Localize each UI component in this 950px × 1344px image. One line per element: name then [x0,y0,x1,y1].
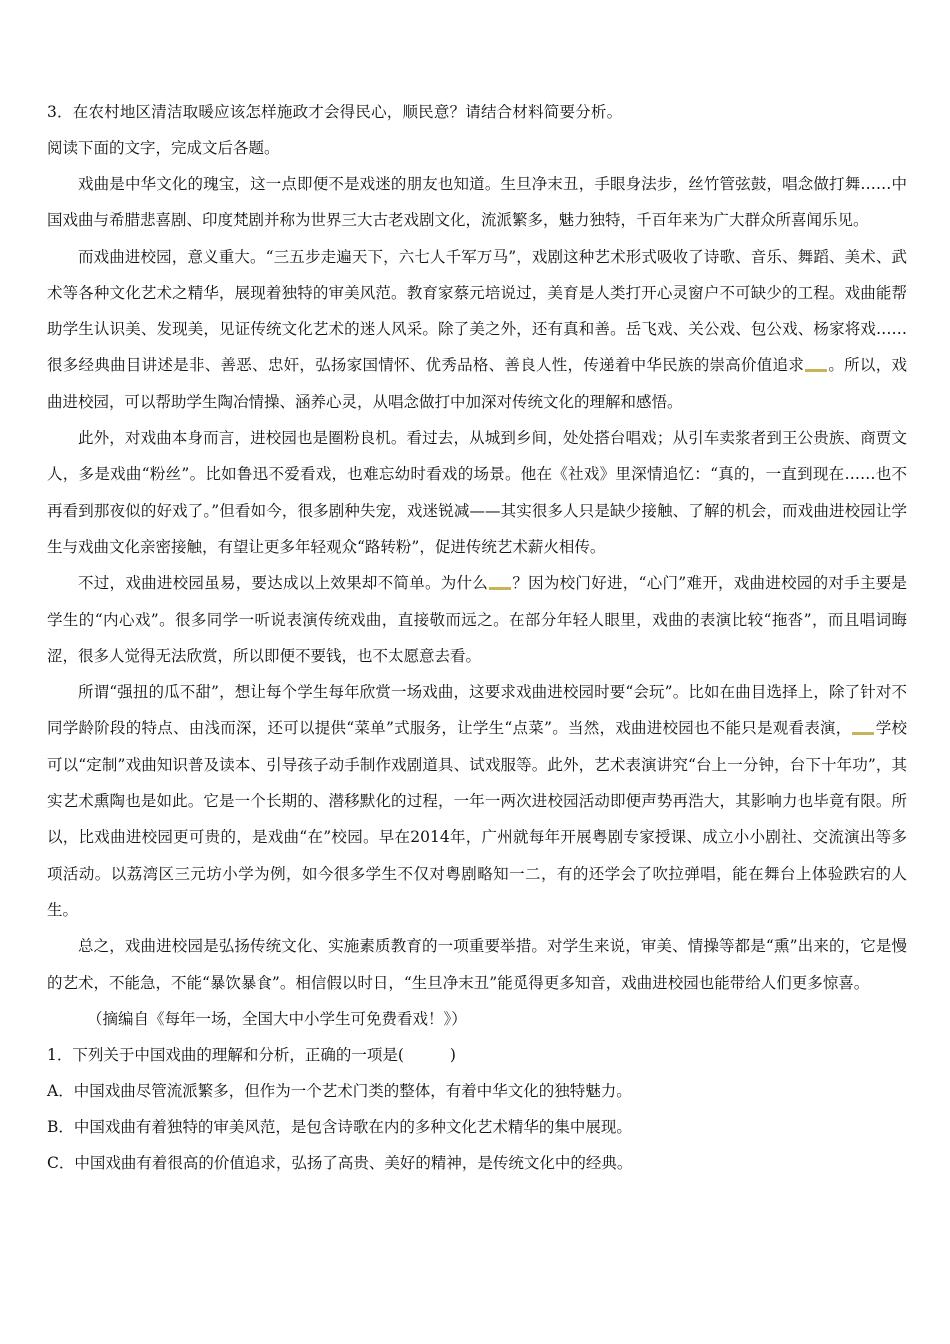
paragraph-2-text-b: 。所以，戏曲进校园，可以帮助学生陶冶情操、涵养心灵，从唱念做打中加深对传统文化的理解和感悟。 [47,356,907,411]
paragraph-4-text-b: ？因为校门好进，“心门”难开，戏曲进校园的对手主要是学生的“内心戏”。很多同学一听说表演传统戏曲，直接敬而远之。在部分年轻人眼里，戏曲的表演比较“拖沓”，而且唱词晦涩，很多人觉得无法欣赏，所以即便不要钱，也不太愿意去看。 [47,574,907,665]
question-1-stem [47,1037,907,1073]
passage-paragraph-2 [47,239,907,420]
paragraph-2-text-a: 而戏曲进校园，意义重大。“三五步走遍天下，六七人千军万马”，戏剧这种艺术形式吸收了诗歌、音乐、舞蹈、美术、武术等各种文化艺术之精华，展现着独特的审美风范。教育家蔡元培说过，美育是人类打开心灵窗户不可缺少的工程。戏曲能帮助学生认识美、发现美，见证传统文化艺术的迷人风采。除了美之外，还有真和善。岳飞戏、关公戏、包公戏、杨家将戏……很多经典曲目讲述是非、善恶、忠奸，弘扬家国情怀、优秀品格、善良人性，传递着中华民族的崇高价值追求 [47,247,907,375]
passage-source: （摘编自《每年一场，全国大中小学生可免费看戏！》） [87,1009,467,1028]
answer-blank-mark [805,369,827,372]
answer-blank-mark [852,732,874,735]
passage-paragraph-5 [47,674,907,928]
passage-paragraph-3: 此外，对戏曲本身而言，进校园也是圈粉良机。看过去，从城到乡间，处处搭台唱戏；从引车卖浆者到王公贵族、商贾文人，多是戏曲“粉丝”。比如鲁迅不爱看戏，也难忘幼时看戏的场景。他在《社戏》里深情追忆：“真的，一直到现在……也不再看到那夜似的好戏了。”但看如今，很多剧种失宠，戏迷锐减——其实很多人只是缺少接触、了解的机会，而戏曲进校园让学生与戏曲文化亲密接触，有望让更多年轻观众“路转粉”，促进传统艺术薪火相传。 [47,429,907,556]
reading-instruction: 阅读下面的文字，完成文后各题。 [47,139,280,157]
question-1-stem-text: 1．下列关于中国戏曲的理解和分析，正确的一项是( [47,1045,404,1064]
document-page [47,94,907,1181]
passage-paragraph-6: 总之，戏曲进校园是弘扬传统文化、实施素质教育的一项重要举措。对学生来说，审美、情操等都是“熏”出来的，它是慢的艺术，不能急，不能“暴饮暴食”。相信假以时日，“生旦净末丑”能觅得更多知音，戏曲进校园也能带给人们更多惊喜。 [47,937,907,992]
paragraph-5-text-b: 学校可以“定制”戏曲知识普及读本、引导孩子动手制作戏剧道具、试戏服等。此外，艺术表演讲究“台上一分钟，台下十年功”，其实艺术熏陶也是如此。它是一个长期的、潜移默化的过程，一年一两次进校园活动即便声势再浩大，其影响力也毕竟有限。所以，比戏曲进校园更可贵的，是戏曲“在”校园。早在2014年，广州就每年开展粤剧专家授课、成立小小剧社、交流演出等多项活动。以荔湾区三元坊小学为例，如今很多学生不仅对粤剧略知一二，有的还学会了吹拉弹唱，能在舞台上体验跌宕的人生。 [47,719,907,919]
question-3: 3．在农村地区清洁取暖应该怎样施政才会得民心，顺民意？请结合材料简要分析。 [47,103,623,121]
option-a: A．中国戏曲尽管流派繁多，但作为一个艺术门类的整体，有着中华文化的独特魅力。 [47,1081,632,1100]
option-c: C．中国戏曲有着很高的价值追求，弘扬了高贵、美好的精神，是传统文化中的经典。 [47,1153,633,1172]
paragraph-5-text-a: 所谓“强扭的瓜不甜”，想让每个学生每年欣赏一场戏曲，这要求戏曲进校园时要“会玩”。比如在曲目选择上，除了针对不同学龄阶段的特点、由浅而深，还可以提供“菜单”式服务，让学生“点菜”。当然，戏曲进校园也不能只是观看表演， [47,683,907,738]
question-1-stem-close: ) [449,1045,456,1064]
option-b: B．中国戏曲有着独特的审美风范，是包含诗歌在内的多种文化艺术精华的集中展现。 [47,1117,632,1136]
paragraph-4-text-a: 不过，戏曲进校园虽易，要达成以上效果却不简单。为什么 [78,574,489,593]
passage-paragraph-4 [47,565,907,674]
answer-blank-mark [489,587,511,590]
passage-paragraph-1: 戏曲是中华文化的瑰宝，这一点即便不是戏迷的朋友也知道。生旦净末丑，手眼身法步，丝竹管弦鼓，唱念做打舞……中国戏曲与希腊悲喜剧、印度梵剧并称为世界三大古老戏剧文化，流派繁多，魅力独特，千百年来为广大群众所喜闻乐见。 [47,175,907,230]
